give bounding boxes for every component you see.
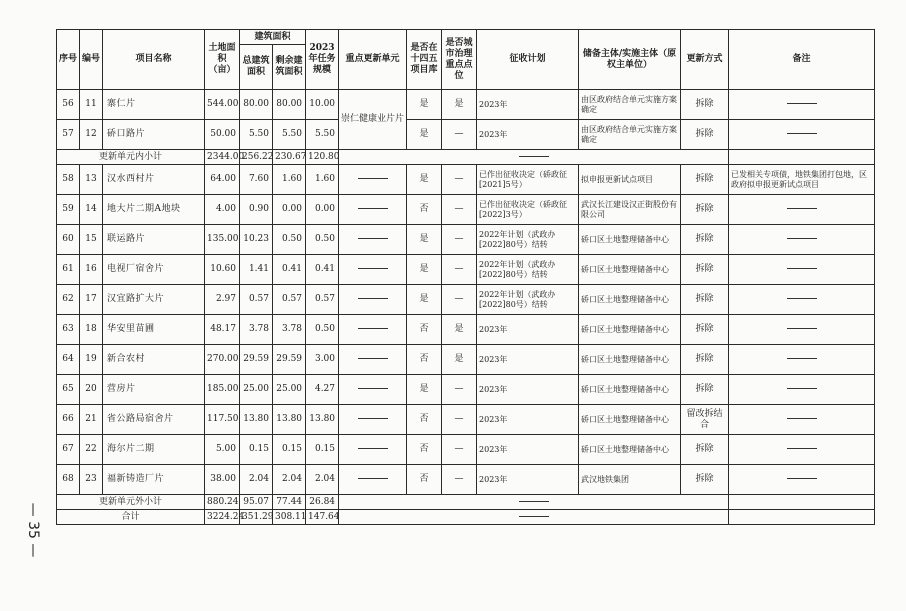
cell-entity: 由区政府结合单元实施方案确定 bbox=[579, 120, 681, 150]
cell-plan: 已作出征收决定（硚政征[2022]3号） bbox=[477, 195, 579, 225]
col-remark: 备注 bbox=[729, 30, 875, 90]
cell-task: 10.00 bbox=[306, 90, 339, 120]
empty-dash bbox=[787, 478, 817, 479]
cell-in14: 是 bbox=[407, 285, 442, 315]
cell-task: 3.00 bbox=[306, 345, 339, 375]
cell-entity: 硚口区土地整理储备中心 bbox=[579, 315, 681, 345]
cell-seq: 67 bbox=[57, 435, 80, 465]
col-key-point: 是否城市治理重点点位 bbox=[442, 30, 477, 90]
cell-remark bbox=[729, 345, 875, 375]
grand-total-land: 3224.24 bbox=[205, 510, 240, 525]
cell-method: 拆除 bbox=[681, 90, 729, 120]
table-row bbox=[57, 465, 875, 495]
cell-task: 13.80 bbox=[306, 405, 339, 435]
table-row bbox=[57, 120, 875, 150]
cell-remain: 2.04 bbox=[273, 465, 306, 495]
cell-project-name: 寨仁片 bbox=[103, 90, 205, 120]
cell-method: 拆除 bbox=[681, 465, 729, 495]
cell-key-unit bbox=[339, 405, 407, 435]
cell-land: 117.50 bbox=[205, 405, 240, 435]
cell-seq: 60 bbox=[57, 225, 80, 255]
subtotal-label: 更新单元内小计 bbox=[57, 150, 205, 165]
cell-project-name: 营房片 bbox=[103, 375, 205, 405]
cell-land: 5.00 bbox=[205, 435, 240, 465]
cell-method: 留改拆结合 bbox=[681, 405, 729, 435]
cell-remain: 29.59 bbox=[273, 345, 306, 375]
table-row bbox=[57, 315, 875, 345]
cell-project-name: 汉水西村片 bbox=[103, 165, 205, 195]
cell-key-unit bbox=[339, 465, 407, 495]
cell-remain: 3.78 bbox=[273, 315, 306, 345]
cell-remain: 0.15 bbox=[273, 435, 306, 465]
cell-keypoint: — bbox=[442, 225, 477, 255]
outside-rows bbox=[57, 165, 875, 495]
cell-land: 270.00 bbox=[205, 345, 240, 375]
cell-project-name: 海尔片二期 bbox=[103, 435, 205, 465]
cell-land: 4.00 bbox=[205, 195, 240, 225]
subtotal-remain: 230.67 bbox=[273, 150, 306, 165]
cell-code: 22 bbox=[80, 435, 103, 465]
table-row bbox=[57, 195, 875, 225]
cell-remark bbox=[729, 225, 875, 255]
empty-dash bbox=[358, 208, 388, 209]
cell-method: 拆除 bbox=[681, 165, 729, 195]
cell-seq: 59 bbox=[57, 195, 80, 225]
table-row bbox=[57, 225, 875, 255]
cell-task: 0.41 bbox=[306, 255, 339, 285]
empty-dash bbox=[787, 418, 817, 419]
cell-land: 38.00 bbox=[205, 465, 240, 495]
cell-plan: 2022年计划（武政办[2022]80号）结转 bbox=[477, 255, 579, 285]
cell-task: 4.27 bbox=[306, 375, 339, 405]
cell-code: 14 bbox=[80, 195, 103, 225]
cell-seq: 66 bbox=[57, 405, 80, 435]
cell-entity: 硚口区土地整理储备中心 bbox=[579, 435, 681, 465]
cell-land: 185.00 bbox=[205, 375, 240, 405]
cell-entity: 硚口区土地整理储备中心 bbox=[579, 255, 681, 285]
cell-seq: 65 bbox=[57, 375, 80, 405]
cell-in14: 是 bbox=[407, 255, 442, 285]
cell-land: 2.97 bbox=[205, 285, 240, 315]
cell-method: 拆除 bbox=[681, 315, 729, 345]
cell-keypoint: — bbox=[442, 165, 477, 195]
cell-remain: 0.57 bbox=[273, 285, 306, 315]
cell-in14: 是 bbox=[407, 165, 442, 195]
cell-seq: 63 bbox=[57, 315, 80, 345]
col-seq: 序号 bbox=[57, 30, 80, 90]
grand-total-total: 351.29 bbox=[240, 510, 273, 525]
cell-remain: 1.60 bbox=[273, 165, 306, 195]
cell-total: 3.78 bbox=[240, 315, 273, 345]
table-row bbox=[57, 165, 875, 195]
grand-total-remain: 308.11 bbox=[273, 510, 306, 525]
cell-code: 11 bbox=[80, 90, 103, 120]
empty-dash bbox=[358, 478, 388, 479]
cell-total: 0.15 bbox=[240, 435, 273, 465]
grand-total-label: 合计 bbox=[57, 510, 205, 525]
empty-dash bbox=[519, 501, 549, 502]
subtotal-outside-dash-cell bbox=[339, 495, 729, 510]
grand-total-blank bbox=[729, 510, 875, 525]
table-row bbox=[57, 435, 875, 465]
cell-in14: 是 bbox=[407, 375, 442, 405]
empty-dash bbox=[358, 238, 388, 239]
cell-total: 29.59 bbox=[240, 345, 273, 375]
cell-task: 1.60 bbox=[306, 165, 339, 195]
cell-seq: 62 bbox=[57, 285, 80, 315]
cell-project-name: 福新铸造厂片 bbox=[103, 465, 205, 495]
empty-dash bbox=[787, 238, 817, 239]
cell-in14: 是 bbox=[407, 120, 442, 150]
empty-dash bbox=[358, 418, 388, 419]
cell-entity: 由区政府结合单元实施方案确定 bbox=[579, 90, 681, 120]
grand-total-row bbox=[57, 510, 875, 525]
cell-code: 23 bbox=[80, 465, 103, 495]
cell-key-unit bbox=[339, 255, 407, 285]
cell-plan: 2023年 bbox=[477, 465, 579, 495]
cell-keypoint: — bbox=[442, 255, 477, 285]
cell-in14: 否 bbox=[407, 345, 442, 375]
cell-remark bbox=[729, 315, 875, 345]
empty-dash bbox=[787, 388, 817, 389]
cell-task: 0.15 bbox=[306, 435, 339, 465]
cell-keypoint: 是 bbox=[442, 345, 477, 375]
page-number-text: — 35 — bbox=[25, 502, 41, 558]
cell-seq: 57 bbox=[57, 120, 80, 150]
subtotal-outside-total: 95.07 bbox=[240, 495, 273, 510]
cell-remark bbox=[729, 465, 875, 495]
cell-plan: 2023年 bbox=[477, 90, 579, 120]
cell-method: 拆除 bbox=[681, 345, 729, 375]
cell-total: 2.04 bbox=[240, 465, 273, 495]
cell-key-unit-merged: 崇仁健康业片片 bbox=[339, 90, 407, 150]
col-update-method: 更新方式 bbox=[681, 30, 729, 90]
cell-plan: 已作出征收决定（硚政征[2021]5号） bbox=[477, 165, 579, 195]
empty-dash bbox=[519, 516, 549, 517]
cell-remain: 5.50 bbox=[273, 120, 306, 150]
cell-remain: 25.00 bbox=[273, 375, 306, 405]
cell-land: 10.60 bbox=[205, 255, 240, 285]
cell-plan: 2023年 bbox=[477, 405, 579, 435]
cell-total: 7.60 bbox=[240, 165, 273, 195]
empty-dash bbox=[787, 133, 817, 134]
cell-keypoint: 是 bbox=[442, 315, 477, 345]
subtotal-task: 120.80 bbox=[306, 150, 339, 165]
cell-key-unit bbox=[339, 315, 407, 345]
cell-keypoint: — bbox=[442, 465, 477, 495]
empty-dash bbox=[358, 268, 388, 269]
subtotal-blank bbox=[729, 150, 875, 165]
cell-project-name: 省公路局宿舍片 bbox=[103, 405, 205, 435]
cell-in14: 否 bbox=[407, 315, 442, 345]
table-row bbox=[57, 405, 875, 435]
col-remaining-building: 剩余建筑面积 bbox=[273, 45, 306, 90]
cell-code: 21 bbox=[80, 405, 103, 435]
cell-entity: 硚口区土地整理储备中心 bbox=[579, 225, 681, 255]
cell-remark bbox=[729, 120, 875, 150]
cell-keypoint: — bbox=[442, 195, 477, 225]
cell-project-name: 硚口路片 bbox=[103, 120, 205, 150]
table-row bbox=[57, 90, 875, 120]
cell-land: 64.00 bbox=[205, 165, 240, 195]
empty-dash bbox=[358, 178, 388, 179]
col-building-area: 建筑面积 bbox=[240, 30, 306, 45]
cell-remark bbox=[729, 285, 875, 315]
cell-remark bbox=[729, 195, 875, 225]
cell-seq: 64 bbox=[57, 345, 80, 375]
subtotal-outside-task: 26.84 bbox=[306, 495, 339, 510]
empty-dash bbox=[358, 448, 388, 449]
col-land-area: 土地面积（亩） bbox=[205, 30, 240, 90]
cell-entity: 武汉地铁集团 bbox=[579, 465, 681, 495]
page-number bbox=[18, 490, 48, 575]
cell-project-name: 新合农村 bbox=[103, 345, 205, 375]
subtotal-row bbox=[57, 150, 875, 165]
cell-entity: 硚口区土地整理储备中心 bbox=[579, 285, 681, 315]
cell-project-name: 汉宜路扩大片 bbox=[103, 285, 205, 315]
cell-in14: 否 bbox=[407, 465, 442, 495]
empty-dash bbox=[787, 268, 817, 269]
table-row bbox=[57, 285, 875, 315]
subtotal-land: 2344.00 bbox=[205, 150, 240, 165]
cell-project-name: 电视厂宿舍片 bbox=[103, 255, 205, 285]
cell-code: 16 bbox=[80, 255, 103, 285]
cell-remark: 已发相关专项债，地铁集团打包地，区政府拟申报更新试点项目 bbox=[729, 165, 875, 195]
cell-code: 15 bbox=[80, 225, 103, 255]
empty-dash bbox=[519, 156, 549, 157]
subtotal-outside-label: 更新单元外小计 bbox=[57, 495, 205, 510]
cell-seq: 58 bbox=[57, 165, 80, 195]
cell-method: 拆除 bbox=[681, 375, 729, 405]
subtotal-dash-cell bbox=[339, 150, 729, 165]
cell-in14: 否 bbox=[407, 195, 442, 225]
cell-remark bbox=[729, 375, 875, 405]
cell-plan: 2023年 bbox=[477, 345, 579, 375]
grand-total-dash-cell bbox=[339, 510, 729, 525]
cell-key-unit bbox=[339, 195, 407, 225]
subtotal-outside-land: 880.24 bbox=[205, 495, 240, 510]
col-plan: 征收计划 bbox=[477, 30, 579, 90]
cell-keypoint: — bbox=[442, 285, 477, 315]
cell-remain: 0.50 bbox=[273, 225, 306, 255]
cell-remain: 0.00 bbox=[273, 195, 306, 225]
cell-plan: 2022年计划（武政办[2022]80号）结转 bbox=[477, 225, 579, 255]
table-row bbox=[57, 375, 875, 405]
col-code: 编号 bbox=[80, 30, 103, 90]
col-task-2023: 2023年任务规模 bbox=[306, 30, 339, 90]
cell-key-unit bbox=[339, 345, 407, 375]
cell-total: 0.90 bbox=[240, 195, 273, 225]
cell-total: 1.41 bbox=[240, 255, 273, 285]
cell-keypoint: 是 bbox=[442, 90, 477, 120]
cell-plan: 2023年 bbox=[477, 120, 579, 150]
empty-dash bbox=[787, 208, 817, 209]
col-key-unit: 重点更新单元 bbox=[339, 30, 407, 90]
cell-project-name: 联运路片 bbox=[103, 225, 205, 255]
cell-keypoint: — bbox=[442, 120, 477, 150]
cell-plan: 2023年 bbox=[477, 375, 579, 405]
cell-task: 2.04 bbox=[306, 465, 339, 495]
table-row bbox=[57, 345, 875, 375]
project-table bbox=[56, 29, 875, 525]
cell-seq: 68 bbox=[57, 465, 80, 495]
header-row-top bbox=[57, 30, 875, 45]
cell-seq: 56 bbox=[57, 90, 80, 120]
cell-entity: 拟申报更新试点项目 bbox=[579, 165, 681, 195]
cell-plan: 2022年计划（武政办[2022]80号）结转 bbox=[477, 285, 579, 315]
cell-method: 拆除 bbox=[681, 255, 729, 285]
empty-dash bbox=[787, 448, 817, 449]
cell-in14: 否 bbox=[407, 405, 442, 435]
cell-code: 13 bbox=[80, 165, 103, 195]
cell-code: 20 bbox=[80, 375, 103, 405]
cell-key-unit bbox=[339, 285, 407, 315]
cell-total: 80.00 bbox=[240, 90, 273, 120]
cell-total: 0.57 bbox=[240, 285, 273, 315]
subtotal-outside-remain: 77.44 bbox=[273, 495, 306, 510]
cell-keypoint: — bbox=[442, 375, 477, 405]
cell-total: 13.80 bbox=[240, 405, 273, 435]
cell-remain: 0.41 bbox=[273, 255, 306, 285]
subtotal-total: 256.22 bbox=[240, 150, 273, 165]
cell-in14: 是 bbox=[407, 225, 442, 255]
cell-keypoint: — bbox=[442, 435, 477, 465]
subtotal-outside-blank bbox=[729, 495, 875, 510]
cell-keypoint: — bbox=[442, 405, 477, 435]
cell-key-unit bbox=[339, 225, 407, 255]
cell-key-unit bbox=[339, 435, 407, 465]
cell-plan: 2023年 bbox=[477, 315, 579, 345]
cell-entity: 硚口区土地整理储备中心 bbox=[579, 405, 681, 435]
cell-remark bbox=[729, 255, 875, 285]
empty-dash bbox=[787, 103, 817, 104]
cell-land: 135.00 bbox=[205, 225, 240, 255]
cell-task: 0.50 bbox=[306, 225, 339, 255]
cell-remain: 80.00 bbox=[273, 90, 306, 120]
empty-dash bbox=[358, 298, 388, 299]
cell-method: 拆除 bbox=[681, 225, 729, 255]
empty-dash bbox=[358, 388, 388, 389]
table-row bbox=[57, 255, 875, 285]
cell-method: 拆除 bbox=[681, 435, 729, 465]
cell-key-unit bbox=[339, 375, 407, 405]
cell-project-name: 华安里苗圃 bbox=[103, 315, 205, 345]
subtotal-row bbox=[57, 495, 875, 510]
cell-remain: 13.80 bbox=[273, 405, 306, 435]
cell-method: 拆除 bbox=[681, 195, 729, 225]
cell-land: 544.00 bbox=[205, 90, 240, 120]
cell-remark bbox=[729, 405, 875, 435]
cell-code: 18 bbox=[80, 315, 103, 345]
cell-method: 拆除 bbox=[681, 285, 729, 315]
cell-plan: 2023年 bbox=[477, 435, 579, 465]
empty-dash bbox=[358, 328, 388, 329]
cell-project-name: 地大片二期A地块 bbox=[103, 195, 205, 225]
cell-total: 5.50 bbox=[240, 120, 273, 150]
col-in-14th: 是否在十四五项目库 bbox=[407, 30, 442, 90]
cell-total: 25.00 bbox=[240, 375, 273, 405]
cell-code: 17 bbox=[80, 285, 103, 315]
cell-entity: 武汉长江建设汉正街股份有限公司 bbox=[579, 195, 681, 225]
cell-land: 48.17 bbox=[205, 315, 240, 345]
cell-entity: 硚口区土地整理储备中心 bbox=[579, 345, 681, 375]
empty-dash bbox=[358, 358, 388, 359]
empty-dash bbox=[787, 298, 817, 299]
cell-entity: 硚口区土地整理储备中心 bbox=[579, 375, 681, 405]
cell-remark bbox=[729, 90, 875, 120]
cell-total: 10.23 bbox=[240, 225, 273, 255]
cell-task: 5.50 bbox=[306, 120, 339, 150]
cell-seq: 61 bbox=[57, 255, 80, 285]
cell-code: 19 bbox=[80, 345, 103, 375]
empty-dash bbox=[787, 358, 817, 359]
col-project: 项目名称 bbox=[103, 30, 205, 90]
cell-remark bbox=[729, 435, 875, 465]
cell-method: 拆除 bbox=[681, 120, 729, 150]
cell-code: 12 bbox=[80, 120, 103, 150]
empty-dash bbox=[787, 328, 817, 329]
col-reserve-entity: 储备主体/实施主体（原权主单位） bbox=[579, 30, 681, 90]
cell-task: 0.50 bbox=[306, 315, 339, 345]
cell-land: 50.00 bbox=[205, 120, 240, 150]
grand-total-task: 147.64 bbox=[306, 510, 339, 525]
cell-task: 0.57 bbox=[306, 285, 339, 315]
cell-key-unit bbox=[339, 165, 407, 195]
col-total-building: 总建筑面积 bbox=[240, 45, 273, 90]
cell-task: 0.00 bbox=[306, 195, 339, 225]
cell-in14: 是 bbox=[407, 90, 442, 120]
cell-in14: 否 bbox=[407, 435, 442, 465]
